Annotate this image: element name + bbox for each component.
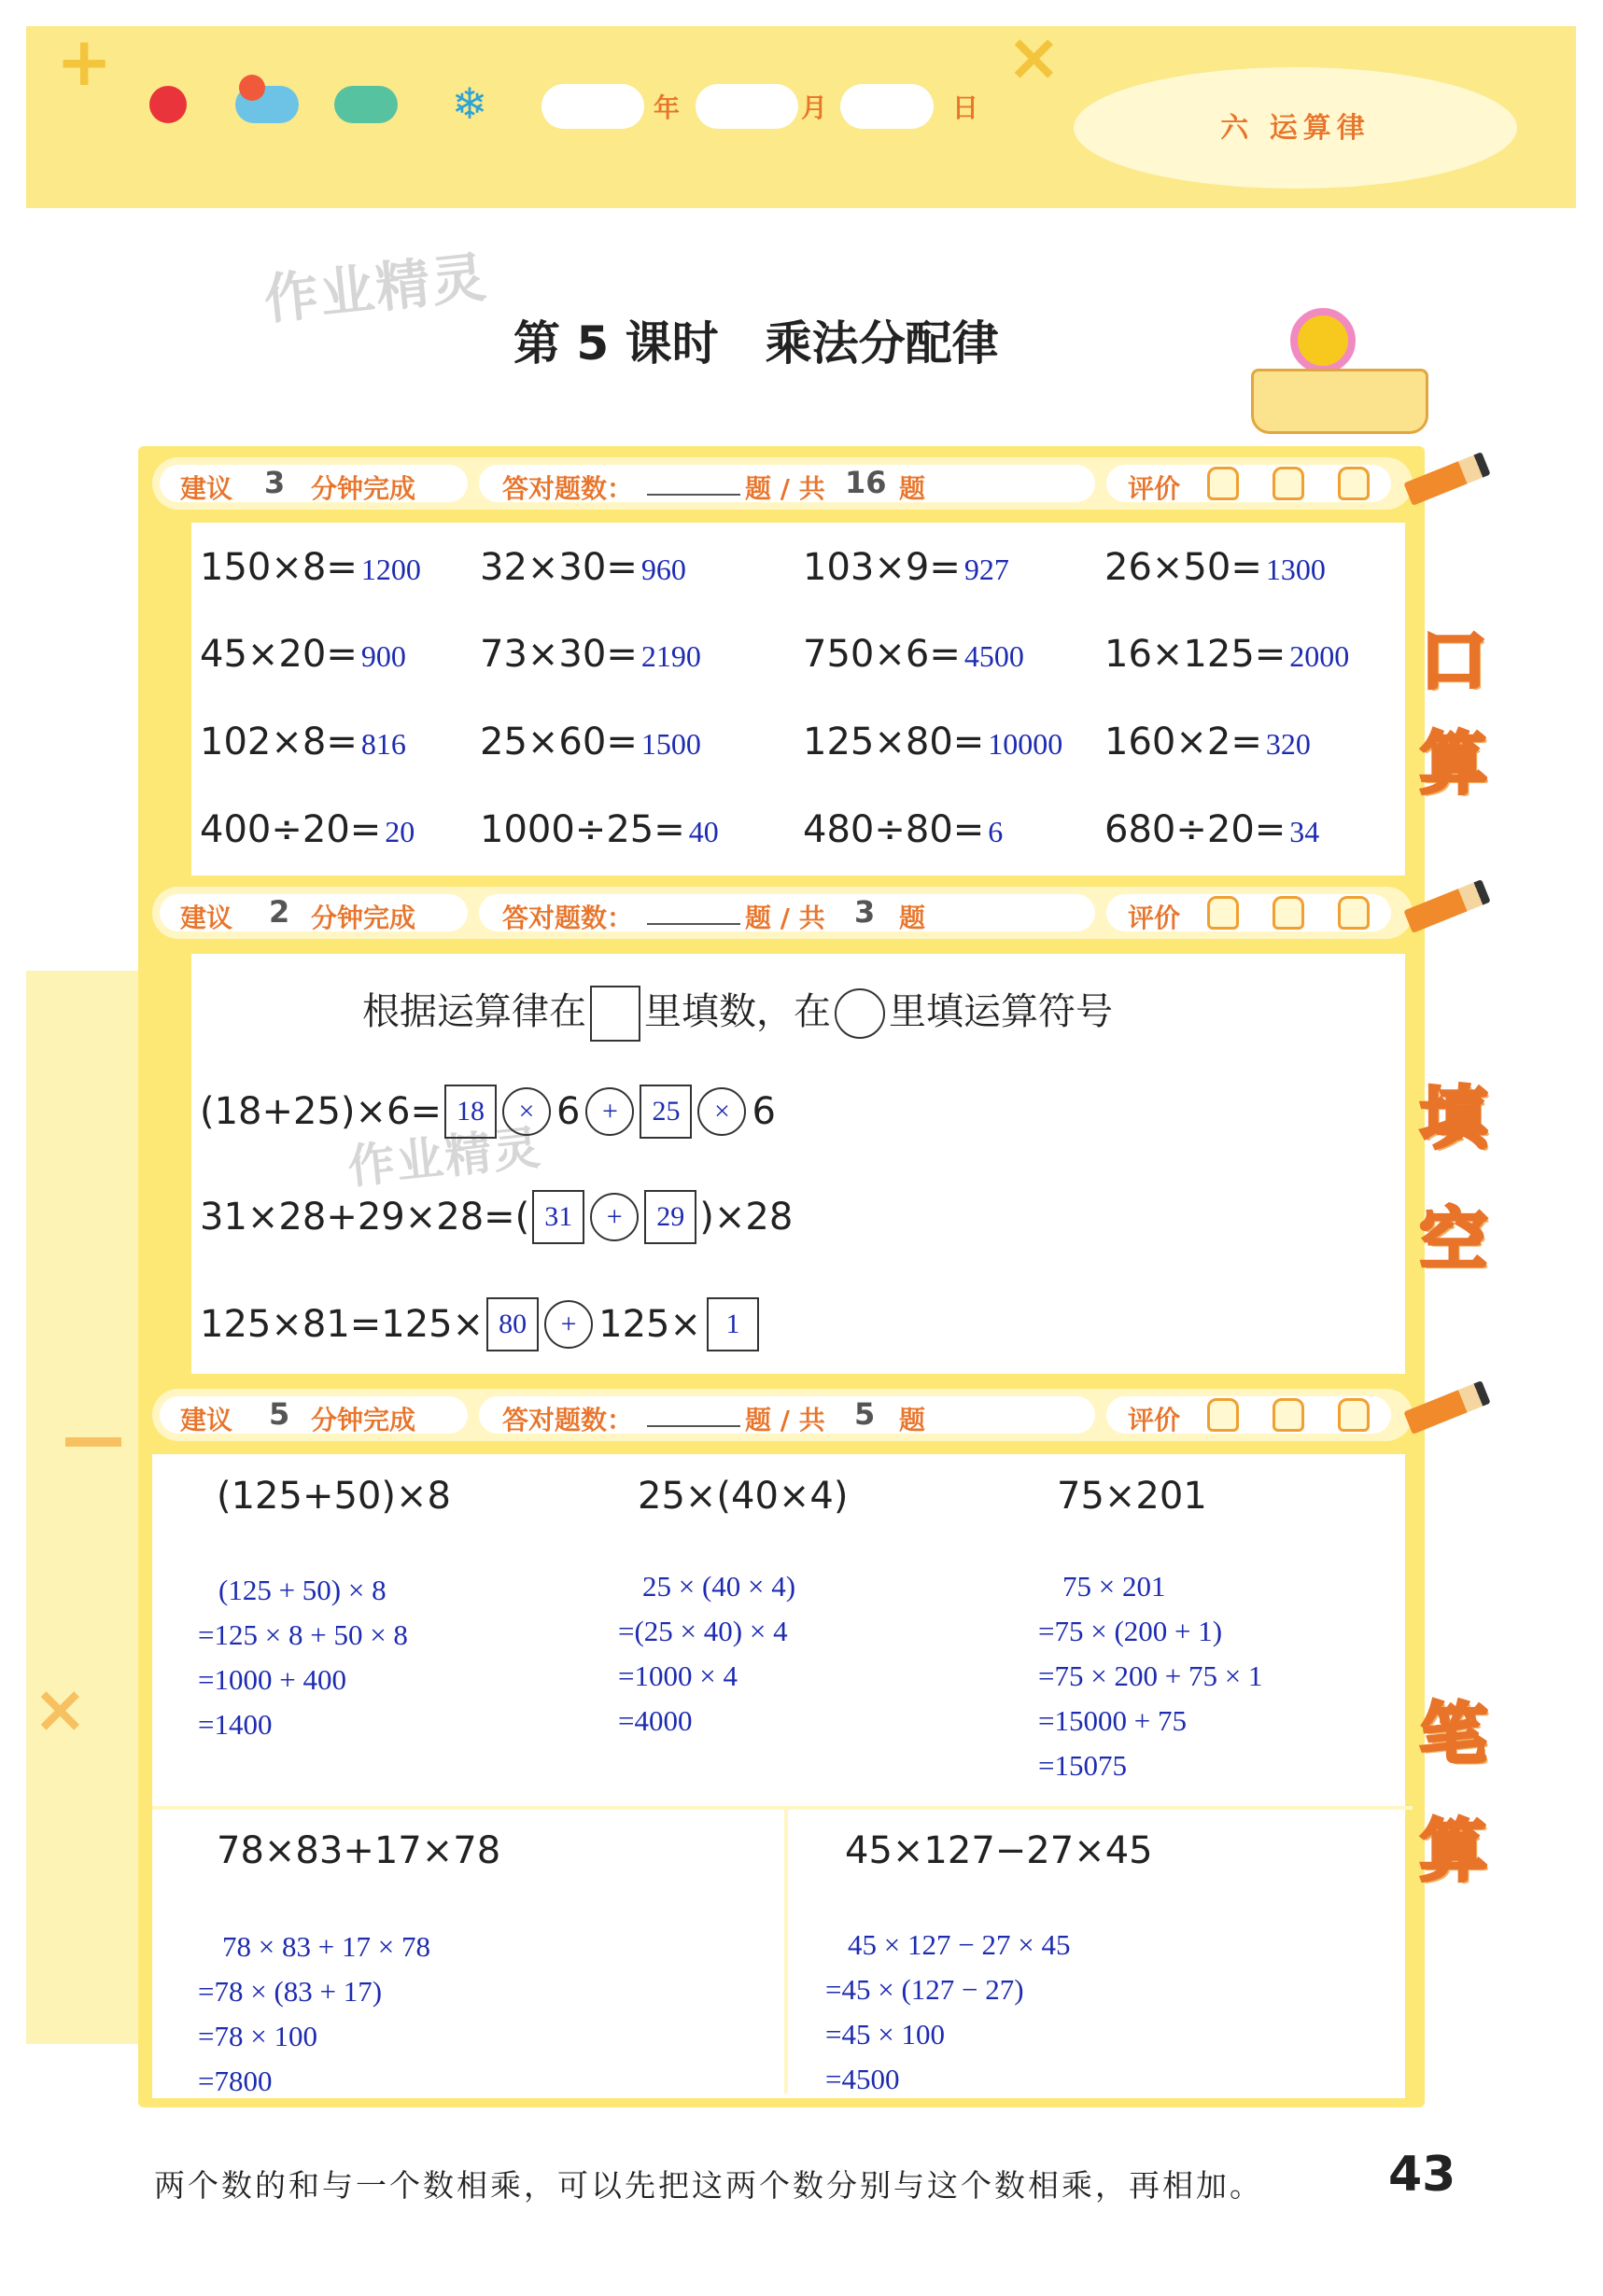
- written-question: 45×127−27×45: [845, 1829, 1153, 1872]
- oral-question: 125×80= 10000: [803, 721, 1063, 763]
- plus-decoration-icon: +: [56, 22, 113, 101]
- minutes-value: 2: [269, 894, 290, 930]
- answer: 2000: [1289, 639, 1350, 673]
- operator-circle[interactable]: +: [585, 1087, 634, 1136]
- thumb-up-icon[interactable]: [1273, 467, 1304, 500]
- box-symbol-icon: [590, 986, 640, 1042]
- rain-cloud-icon[interactable]: [334, 86, 398, 123]
- finish-label: 分钟完成: [311, 1405, 416, 1435]
- side-label: 口: [1419, 622, 1487, 700]
- year-field[interactable]: [541, 84, 644, 129]
- suggest-label: 建议: [180, 903, 233, 933]
- unit-title: 六 运算律: [1220, 112, 1371, 145]
- total-suffix: 题: [899, 473, 926, 504]
- partly-cloudy-icon[interactable]: [235, 86, 299, 123]
- written-solution: 78 × 83 + 17 × 78 =78 × (83 + 17) =78 × 100 =7800: [198, 1930, 430, 2097]
- written-question: 78×83+17×78: [217, 1829, 501, 1872]
- correct-label: 答对题数：: [502, 1405, 634, 1435]
- finish-label: 分钟完成: [311, 473, 416, 504]
- month-label: 月: [801, 92, 828, 123]
- written-solution: 75 × 201 =75 × (200 + 1) =75 × 200 + 75 × 1 =15000 + 75 =15075: [1038, 1570, 1263, 1782]
- divider: [784, 1809, 788, 2093]
- written-question: 25×(40×4): [638, 1475, 849, 1518]
- flower-icon: [1290, 308, 1356, 373]
- fill-row-1: (18+25)×6= 18 × 6 + 25 × 6: [200, 1085, 779, 1139]
- circle-symbol-icon: [835, 988, 885, 1039]
- oral-question: 45×20= 900: [200, 633, 406, 676]
- thumb-up-icon[interactable]: [1273, 1398, 1304, 1432]
- thumb-up-icon[interactable]: [1207, 467, 1239, 500]
- side-label: 算: [1419, 724, 1487, 803]
- answer: 1200: [360, 553, 421, 586]
- answer: 2190: [640, 639, 701, 673]
- answer: 34: [1289, 815, 1320, 848]
- side-label: 算: [1419, 1812, 1487, 1890]
- written-solution: 25 × (40 × 4) =(25 × 40) × 4 =1000 × 4 =4000: [618, 1570, 796, 1737]
- snowflake-icon[interactable]: ❄: [451, 78, 488, 129]
- distributive-law-rule: 两个数的和与一个数相乘，可以先把这两个数分别与这个数相乘，再相加。: [154, 2167, 1263, 2204]
- oral-question: 26×50= 1300: [1104, 546, 1326, 589]
- total-prefix: 题 / 共: [745, 1405, 825, 1435]
- answer: 900: [360, 639, 406, 673]
- oral-question: 103×9= 927: [803, 546, 1009, 589]
- minutes-value: 5: [269, 1396, 290, 1432]
- oral-question: 25×60= 1500: [480, 721, 701, 763]
- answer: 20: [385, 815, 415, 848]
- fill-instruction: 根据运算律在 里填数，在 里填运算符号: [362, 982, 1113, 1042]
- thumb-up-icon[interactable]: [1338, 1398, 1370, 1432]
- section-bar-written: [152, 1389, 1413, 1441]
- answer: 4500: [963, 639, 1024, 673]
- number-box[interactable]: 25: [640, 1085, 692, 1139]
- cross-decoration-icon: ×: [33, 1671, 88, 1747]
- watermark: 作业精灵: [260, 245, 491, 332]
- rating-label: 评价: [1128, 473, 1181, 504]
- operator-circle[interactable]: ×: [502, 1087, 551, 1136]
- day-field[interactable]: [840, 84, 934, 129]
- answer: 320: [1265, 727, 1311, 761]
- total-suffix: 题: [899, 903, 926, 933]
- minus-decoration-icon: [65, 1437, 121, 1447]
- suggest-label: 建议: [180, 473, 233, 504]
- thumb-up-icon[interactable]: [1273, 896, 1304, 930]
- oral-question: 750×6= 4500: [803, 633, 1024, 676]
- oral-question: 400÷20= 20: [200, 808, 415, 851]
- total-count: 3: [854, 894, 876, 930]
- section-bar-fill: [152, 887, 1413, 939]
- fill-row-2: 31×28+29×28=( 31 + 29 )×28: [200, 1190, 793, 1244]
- lesson-title: 第 5 课时 乘法分配律: [513, 316, 999, 371]
- oral-question: 16×125= 2000: [1104, 633, 1350, 676]
- answer: 816: [360, 727, 406, 761]
- correct-label: 答对题数：: [502, 903, 634, 933]
- finish-label: 分钟完成: [311, 903, 416, 933]
- side-stripes: [26, 971, 138, 2044]
- number-box[interactable]: 29: [644, 1190, 696, 1244]
- fill-row-3: 125×81=125× 80 + 125× 1: [200, 1297, 762, 1351]
- thumb-up-icon[interactable]: [1338, 896, 1370, 930]
- oral-question: 150×8= 1200: [200, 546, 421, 589]
- number-box[interactable]: 80: [486, 1297, 539, 1351]
- number-box[interactable]: 18: [444, 1085, 497, 1139]
- thumb-up-icon[interactable]: [1338, 467, 1370, 500]
- correct-label: 答对题数：: [502, 473, 634, 504]
- total-count: 16: [845, 465, 887, 500]
- operator-circle[interactable]: +: [590, 1193, 639, 1241]
- total-count: 5: [854, 1396, 876, 1432]
- operator-circle[interactable]: ×: [697, 1087, 746, 1136]
- written-question: (125+50)×8: [217, 1475, 451, 1518]
- oral-question: 160×2= 320: [1104, 721, 1311, 763]
- total-suffix: 题: [899, 1405, 926, 1435]
- day-label: 日: [952, 92, 979, 123]
- total-prefix: 题 / 共: [745, 903, 825, 933]
- oral-question: 32×30= 960: [480, 546, 686, 589]
- answer: 1300: [1265, 553, 1326, 586]
- page-number: 43: [1388, 2147, 1456, 2203]
- correct-count-blank[interactable]: [647, 894, 740, 925]
- rating-label: 评价: [1128, 1405, 1181, 1435]
- divider: [152, 1806, 1413, 1810]
- correct-count-blank[interactable]: [647, 465, 740, 496]
- answer: 6: [988, 815, 1004, 848]
- minutes-value: 3: [264, 465, 286, 500]
- written-solution: (125 + 50) × 8 =125 × 8 + 50 × 8 =1000 + 400 =1400: [198, 1574, 408, 1741]
- written-question: 75×201: [1057, 1475, 1207, 1518]
- sunny-icon[interactable]: [149, 86, 187, 123]
- operator-circle[interactable]: +: [544, 1300, 593, 1349]
- oral-question: 73×30= 2190: [480, 633, 701, 676]
- oral-question: 102×8= 816: [200, 721, 406, 763]
- oral-question: 1000÷25= 40: [480, 808, 719, 851]
- total-prefix: 题 / 共: [745, 473, 825, 504]
- answer: 927: [963, 553, 1009, 586]
- watermark: 作业精灵: [345, 1120, 544, 1195]
- section-bar-oral: [152, 457, 1413, 510]
- thumb-up-icon[interactable]: [1207, 896, 1239, 930]
- open-book-icon: [1251, 369, 1428, 434]
- side-label: 笔: [1419, 1695, 1487, 1773]
- answer: 960: [640, 553, 686, 586]
- number-box[interactable]: 31: [532, 1190, 584, 1244]
- year-label: 年: [654, 92, 681, 123]
- answer: 10000: [988, 727, 1063, 761]
- oral-question: 680÷20= 34: [1104, 808, 1320, 851]
- thumb-up-icon[interactable]: [1207, 1398, 1239, 1432]
- side-label: 填: [1419, 1079, 1487, 1157]
- oral-question: 480÷80= 6: [803, 808, 1004, 851]
- number-box[interactable]: 1: [707, 1297, 759, 1351]
- cross-decoration-icon: ×: [1006, 19, 1062, 95]
- rating-label: 评价: [1128, 903, 1181, 933]
- suggest-label: 建议: [180, 1405, 233, 1435]
- answer: 1500: [640, 727, 701, 761]
- correct-count-blank[interactable]: [647, 1396, 740, 1427]
- side-label: 空: [1419, 1200, 1487, 1279]
- answer: 40: [688, 815, 719, 848]
- month-field[interactable]: [696, 84, 798, 129]
- written-solution: 45 × 127 − 27 × 45 =45 × (127 − 27) =45 × 100 =4500: [825, 1928, 1071, 2095]
